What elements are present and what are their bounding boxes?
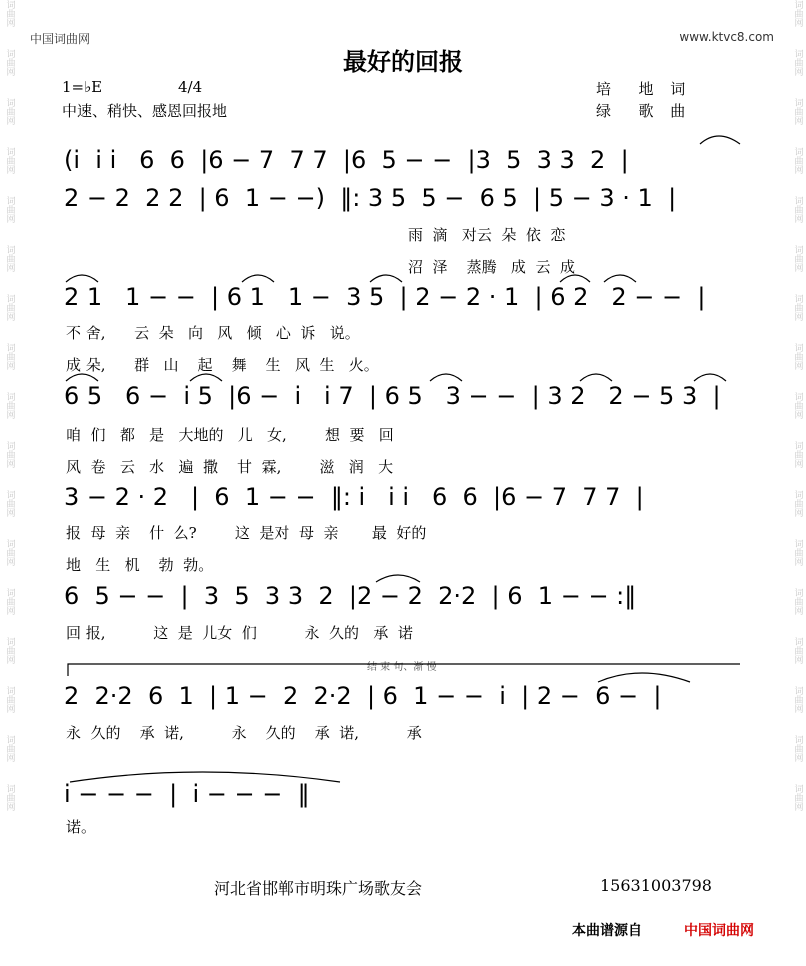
lyricist-credit: 培 地 词 <box>596 80 692 98</box>
watermark-text: 词曲网 <box>792 686 803 713</box>
watermark-text: 词曲网 <box>792 441 803 468</box>
score-line-5-lyric-2: 地 生 机 勃 勃。 <box>66 556 214 574</box>
score-line-5-lyric-1: 报 母 亲 什 么? 这 是对 母 亲 最 好的 <box>66 524 427 542</box>
score-line-3-lyric-1: 不 舍, 云 朵 向 风 倾 心 诉 说。 <box>66 324 360 342</box>
watermark-text: 词曲网 <box>4 637 15 664</box>
composer-credit: 绿 歌 曲 <box>596 102 692 120</box>
ending-bracket <box>68 664 740 676</box>
watermark-text: 词曲网 <box>4 98 15 125</box>
watermark-text: 词曲网 <box>792 294 803 321</box>
watermark-text: 词曲网 <box>792 735 803 762</box>
score-line-3-lyric-2: 成 朵, 群 山 起 舞 生 风 生 火。 <box>66 356 379 374</box>
time-signature: 4/4 <box>178 78 203 96</box>
watermark-text: 词曲网 <box>4 49 15 76</box>
slur-mark <box>700 136 740 144</box>
slur-mark <box>370 275 402 282</box>
song-title: 最好的回报 <box>343 47 463 76</box>
score-line-3-notes: 2 1 1 − − | 6 1 1 − 3 5 | 2 − 2 · 1 | 6 2 2 − − | <box>64 283 706 311</box>
score-line-2-lyric-2: 沼 泽 蒸腾 成 云 成 <box>408 258 575 276</box>
score-line-8-notes: i − − − | i − − − ‖ <box>64 780 310 808</box>
watermark-text: 词曲网 <box>792 196 803 223</box>
slur-mark <box>694 374 726 381</box>
watermark-text: 词曲网 <box>4 294 15 321</box>
source-label: 本曲谱源自 <box>572 923 642 939</box>
score-line-4-notes: 6 5 6 − i 5 |6 − i i 7 | 6 5 3 − − | 3 2 2 − 5 3 | <box>64 382 721 410</box>
watermark-text: 词曲网 <box>4 196 15 223</box>
watermark-text: 词曲网 <box>4 392 15 419</box>
slur-mark <box>604 275 636 282</box>
watermark-text: 词曲网 <box>4 686 15 713</box>
watermark-text: 词曲网 <box>4 784 15 811</box>
slur-mark <box>70 772 340 782</box>
watermark-text: 词曲网 <box>4 441 15 468</box>
watermark-text: 词曲网 <box>792 343 803 370</box>
watermark-text: 词曲网 <box>792 98 803 125</box>
watermark-text: 词曲网 <box>792 0 803 27</box>
slur-mark <box>66 374 98 381</box>
slur-mark <box>430 374 462 381</box>
watermark-text: 词曲网 <box>792 245 803 272</box>
score-line-7-lyric-1: 永 久的 承 诺, 永 久的 承 诺, 承 <box>66 724 422 742</box>
score-line-7-notes: 2 2·2 6 1 | 1 − 2 2·2 | 6 1 − − i | 2 − 6 − | <box>64 682 662 710</box>
site-url-top-right: www.ktvc8.com <box>679 30 774 44</box>
slur-mark <box>190 374 222 381</box>
slur-mark <box>598 673 690 682</box>
tempo-marking: 中速、稍快、感恩回报地 <box>62 102 228 120</box>
watermark-text: 词曲网 <box>4 343 15 370</box>
watermark-text: 词曲网 <box>4 735 15 762</box>
ending-phrase-label: 结 束 句、渐 慢 <box>364 658 440 673</box>
score-line-1-notes: (i i i 6 6 |6 − 7 7 7 |6 5 − − |3 5 3 3 2 | <box>64 146 629 174</box>
score-line-4-lyric-1: 咱 们 都 是 大地的 儿 女, 想 要 回 <box>66 426 394 444</box>
watermark-text: 词曲网 <box>4 539 15 566</box>
watermark-text: 词曲网 <box>792 784 803 811</box>
score-line-2-notes: 2 − 2 2 2 | 6 1 − −) ‖: 3 5 5 − 6 5 | 5 − 3 · 1 | <box>64 184 677 212</box>
watermark-text: 词曲网 <box>792 637 803 664</box>
watermark-text: 词曲网 <box>792 147 803 174</box>
site-name-top-left: 中国词曲网 <box>30 32 91 46</box>
source-site-link[interactable]: 中国词曲网 <box>684 923 754 939</box>
slur-mark <box>560 275 590 282</box>
organization-credit: 河北省邯郸市明珠广场歌友会 <box>214 879 423 898</box>
watermark-text: 词曲网 <box>4 147 15 174</box>
slur-mark <box>376 575 420 582</box>
watermark-text: 词曲网 <box>792 49 803 76</box>
score-line-2-lyric-1: 雨 滴 对云 朵 依 恋 <box>408 226 566 244</box>
score-line-6-lyric-1: 回 报, 这 是 儿女 们 永 久的 承 诺 <box>66 624 413 642</box>
score-line-5-notes: 3 − 2 · 2 | 6 1 − − ‖: i i i 6 6 |6 − 7 7 7 | <box>64 483 644 511</box>
watermark-text: 词曲网 <box>792 392 803 419</box>
slur-mark <box>242 275 274 282</box>
score-line-6-notes: 6 5 − − | 3 5 3 3 2 |2 − 2 2·2 | 6 1 − − :‖ <box>64 582 637 610</box>
watermark-text: 词曲网 <box>4 588 15 615</box>
contact-phone: 15631003798 <box>600 876 712 895</box>
score-line-4-lyric-2: 风 卷 云 水 遍 撒 甘 霖, 滋 润 大 <box>66 458 394 476</box>
slur-mark <box>580 374 612 381</box>
slur-mark <box>66 275 98 282</box>
score-line-8-lyric-1: 诺。 <box>66 818 97 836</box>
watermark-text: 词曲网 <box>792 490 803 517</box>
watermark-text: 词曲网 <box>792 588 803 615</box>
watermark-text: 词曲网 <box>4 490 15 517</box>
watermark-text: 词曲网 <box>4 0 15 27</box>
watermark-text: 词曲网 <box>792 539 803 566</box>
watermark-text: 词曲网 <box>4 245 15 272</box>
key-signature: 1=♭E <box>62 78 103 96</box>
